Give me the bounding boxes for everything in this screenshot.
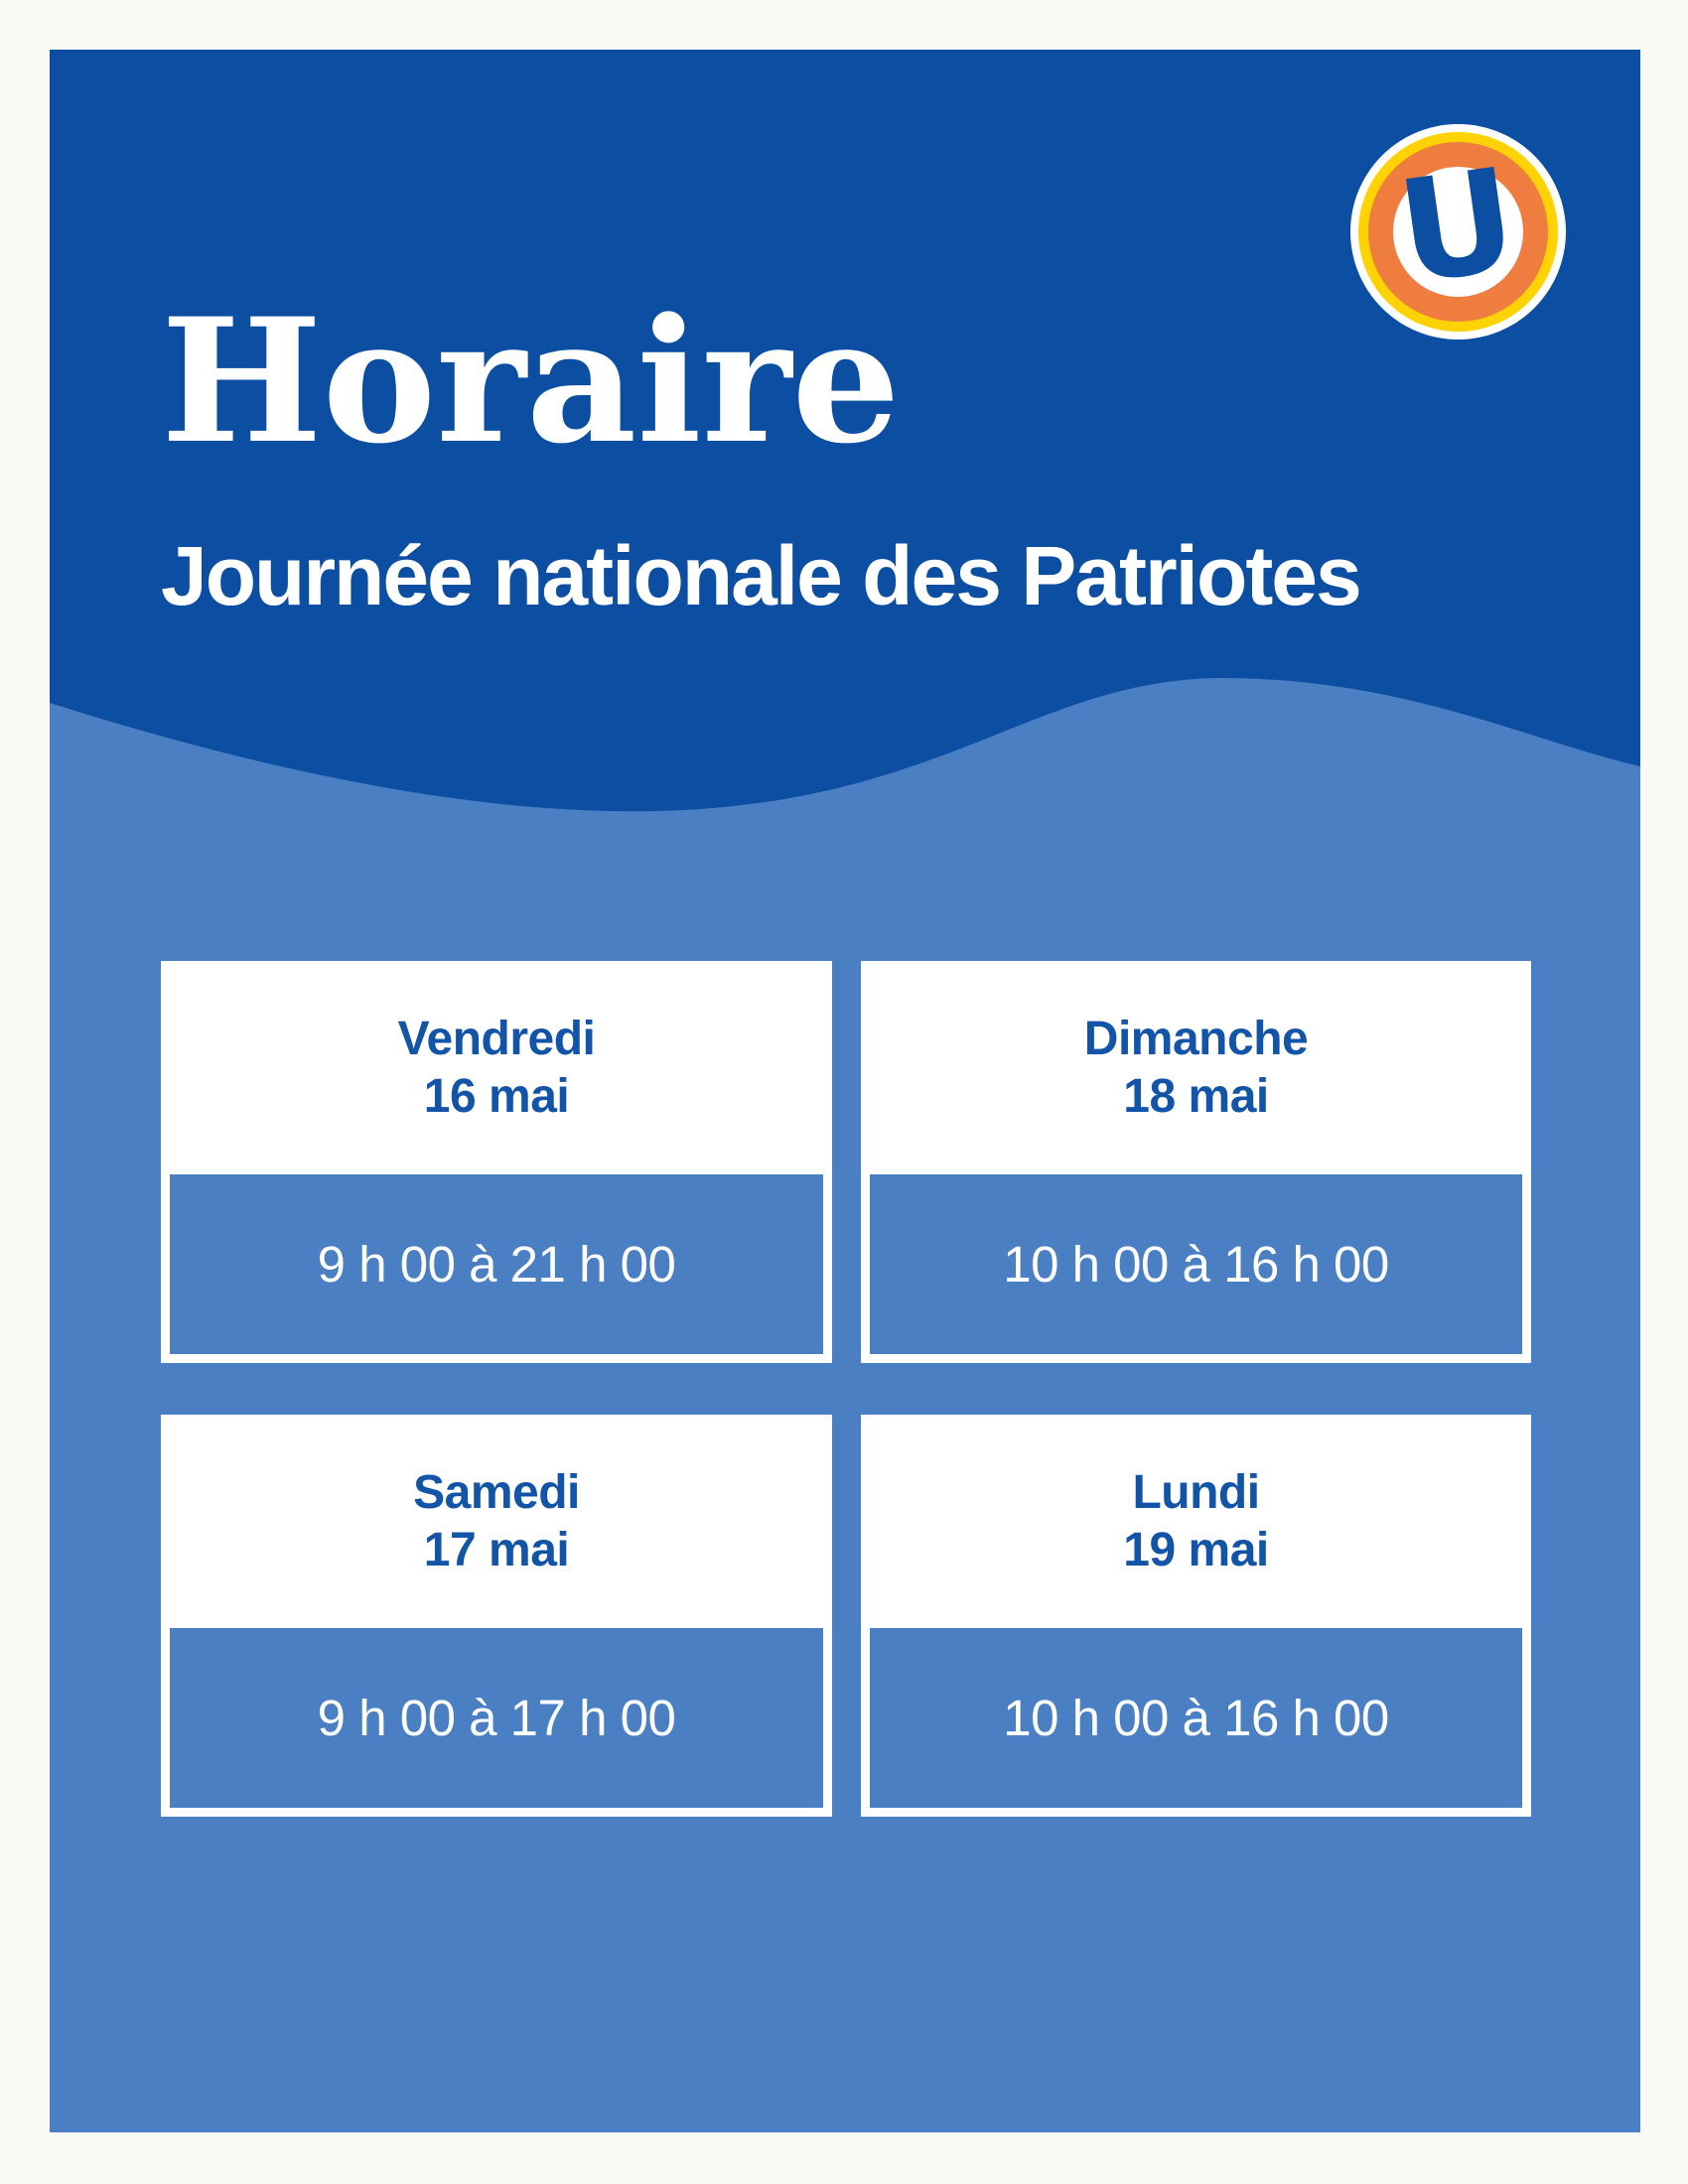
poster-subtitle: Journée nationale des Patriotes (161, 529, 1360, 622)
card-day-date: 16 mai (423, 1069, 570, 1123)
card-day-block (161, 1415, 832, 1628)
schedule-card-samedi (161, 1415, 832, 1817)
card-day-block (861, 961, 1531, 1174)
card-day-block (861, 1415, 1531, 1628)
poster-canvas (50, 50, 1640, 2132)
card-day-name: Dimanche (1083, 1012, 1309, 1065)
logo-u-letter: U (1389, 137, 1526, 316)
card-hours: 9 h 00 à 21 h 00 (170, 1174, 823, 1354)
poster-title: Horaire (161, 280, 901, 481)
card-day-block (161, 961, 832, 1174)
card-day-name: Lundi (1132, 1465, 1260, 1519)
card-hours: 9 h 00 à 17 h 00 (170, 1628, 823, 1808)
uniprix-logo (1350, 124, 1566, 340)
card-day-name: Vendredi (397, 1012, 596, 1065)
schedule-card-lundi (861, 1415, 1531, 1817)
card-day-date: 17 mai (423, 1523, 570, 1576)
schedule-grid (161, 961, 1531, 1817)
card-day-date: 18 mai (1123, 1069, 1269, 1123)
card-day-date: 19 mai (1123, 1523, 1269, 1576)
schedule-card-dimanche (861, 961, 1531, 1363)
schedule-card-vendredi (161, 961, 832, 1363)
card-day-name: Samedi (413, 1465, 580, 1519)
card-hours: 10 h 00 à 16 h 00 (870, 1628, 1522, 1808)
card-hours: 10 h 00 à 16 h 00 (870, 1174, 1522, 1354)
